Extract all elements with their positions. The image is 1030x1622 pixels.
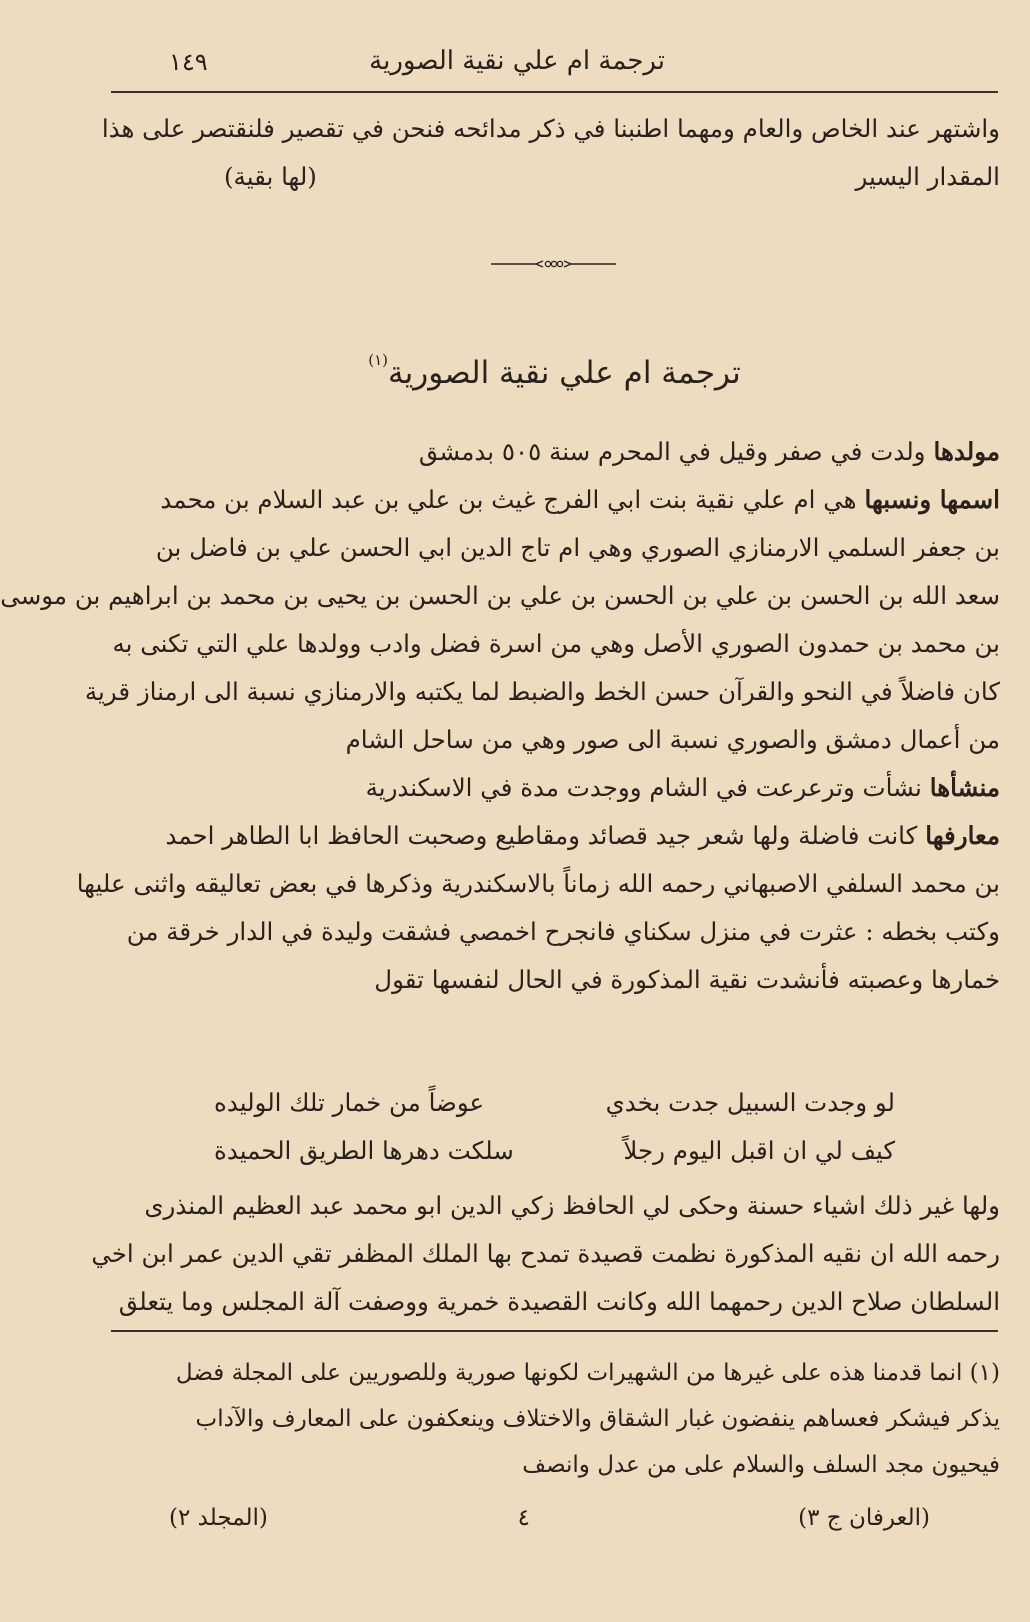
article-title: [79, 351, 1030, 391]
text-line: [104, 764, 1000, 812]
text-line: [104, 428, 1000, 476]
text-line: السلطان صلاح الدين رحمهما الله وكانت القصيدة خمرية ووصفت آلة المجلس وما يتعلق: [118, 1287, 1000, 1316]
signature-mark: ٤: [517, 1505, 530, 1531]
text-line: بن جعفر السلمي الارمنازي الصوري وهي ام تاج الدين ابي الحسن علي بن فاضل بن: [155, 533, 1000, 562]
continued-note: (لها بقية): [224, 162, 317, 191]
text-line: وكتب بخطه : عثرت في منزل سكناي فانجرح اخمصي فشقت وليدة في الدار خرقة من: [126, 917, 1000, 946]
verse-1-first-hemistich: لو وجدت السبيل جدت بخدي: [605, 1088, 895, 1117]
paragraph-text: ولدت في صفر وقيل في المحرم سنة ٥٠٥ بدمشق: [418, 437, 926, 466]
text-line: خمارها وعصبته فأنشدت نقية المذكورة في الحال لنفسها تقول: [374, 965, 1000, 994]
biography-body: [0, 428, 1000, 1004]
paragraph-text: نشأت وترعرعت في الشام ووجدت مدة في الاسكندرية: [365, 773, 922, 802]
paragraph-text: كانت فاضلة ولها شعر جيد قصائد ومقاطيع وصحبت الحافظ ابا الطاهر احمد: [165, 821, 918, 850]
paragraph-label: مولدها: [933, 437, 1000, 466]
running-header: [119, 38, 990, 88]
text-line: [104, 812, 1000, 860]
paragraph-text: هي ام علي نقية بنت ابي الفرج غيث بن علي بن عبد السلام بن محمد: [160, 485, 857, 514]
footnote-mark: (١): [368, 351, 389, 369]
text-line: سعد الله بن الحسن بن علي بن الحسن بن علي بن الحسن بن يحيى بن محمد بن ابراهيم بن موسى: [0, 581, 1000, 610]
post-verse-text: [91, 1182, 1000, 1326]
verse-2-first-hemistich: كيف لي ان اقبل اليوم رجلاً: [623, 1136, 895, 1165]
footnote: [104, 1350, 1000, 1488]
text-line-end: المقدار اليسير: [855, 162, 1000, 191]
footnote-line: يذكر فيشكر فعساهم ينفضون غبار الشقاق والاختلاف وينعكفون على المعارف والآداب: [195, 1406, 1000, 1432]
footnote-line: فيحيون مجد السلف والسلام على من عدل وانصف: [522, 1452, 1000, 1478]
continuation-text: [101, 105, 1000, 201]
paragraph-label: منشأها: [929, 773, 1000, 802]
footnote-rule: [111, 1330, 998, 1332]
text-line: واشتهر عند الخاص والعام ومهما اطنبنا في ذكر مدائحه فنحن في تقصير فلنقتصر على هذا: [101, 114, 1000, 143]
journal-issue: (العرفان ج ٣): [798, 1505, 930, 1531]
running-title: ترجمة ام علي نقية الصورية: [369, 46, 665, 76]
text-line: من أعمال دمشق والصوري نسبة الى صور وهي من ساحل الشام: [345, 725, 1000, 754]
header-rule: [111, 91, 998, 93]
text-line: ولها غير ذلك اشياء حسنة وحكى لي الحافظ زكي الدين ابو محمد عبد العظيم المنذرى: [144, 1191, 1000, 1220]
text-line: بن محمد بن حمدون الصوري الأصل وهي من اسرة فضل وادب وولدها علي التي تكنى به: [112, 629, 1000, 658]
page-number: ١٤٩: [169, 48, 208, 76]
article-title-text: ترجمة ام علي نقية الصورية: [388, 355, 741, 391]
text-line: رحمه الله ان نقيه المذكورة نظمت قصيدة تمدح بها الملك المظفر تقي الدين عمر ابن اخي: [91, 1239, 1000, 1268]
paragraph-label: معارفها: [925, 821, 1000, 850]
paragraph-label: اسمها ونسبها: [864, 485, 1000, 514]
text-line: [104, 476, 1000, 524]
volume-number: (المجلد ٢): [169, 1505, 268, 1531]
text-line: بن محمد السلفي الاصبهاني رحمه الله زماناً بالاسكندرية وذكرها في بعض تعاليقه واثنى عليها: [76, 869, 1000, 898]
verse-1-second-hemistich: عوضاً من خمار تلك الوليده: [214, 1088, 485, 1117]
section-ornament: [491, 258, 616, 270]
verse-2-second-hemistich: سلكت دهرها الطريق الحميدة: [214, 1136, 514, 1165]
text-line: [104, 153, 1000, 201]
footnote-line: (١) انما قدمنا هذه على غيرها من الشهيرات لكونها صورية وللصوريين على المجلة فضل: [175, 1360, 1000, 1386]
text-line: كان فاضلاً في النحو والقرآن حسن الخط والضبط لما يكتبه والارمنازي نسبة الى ارمناز قرية: [84, 677, 1000, 706]
